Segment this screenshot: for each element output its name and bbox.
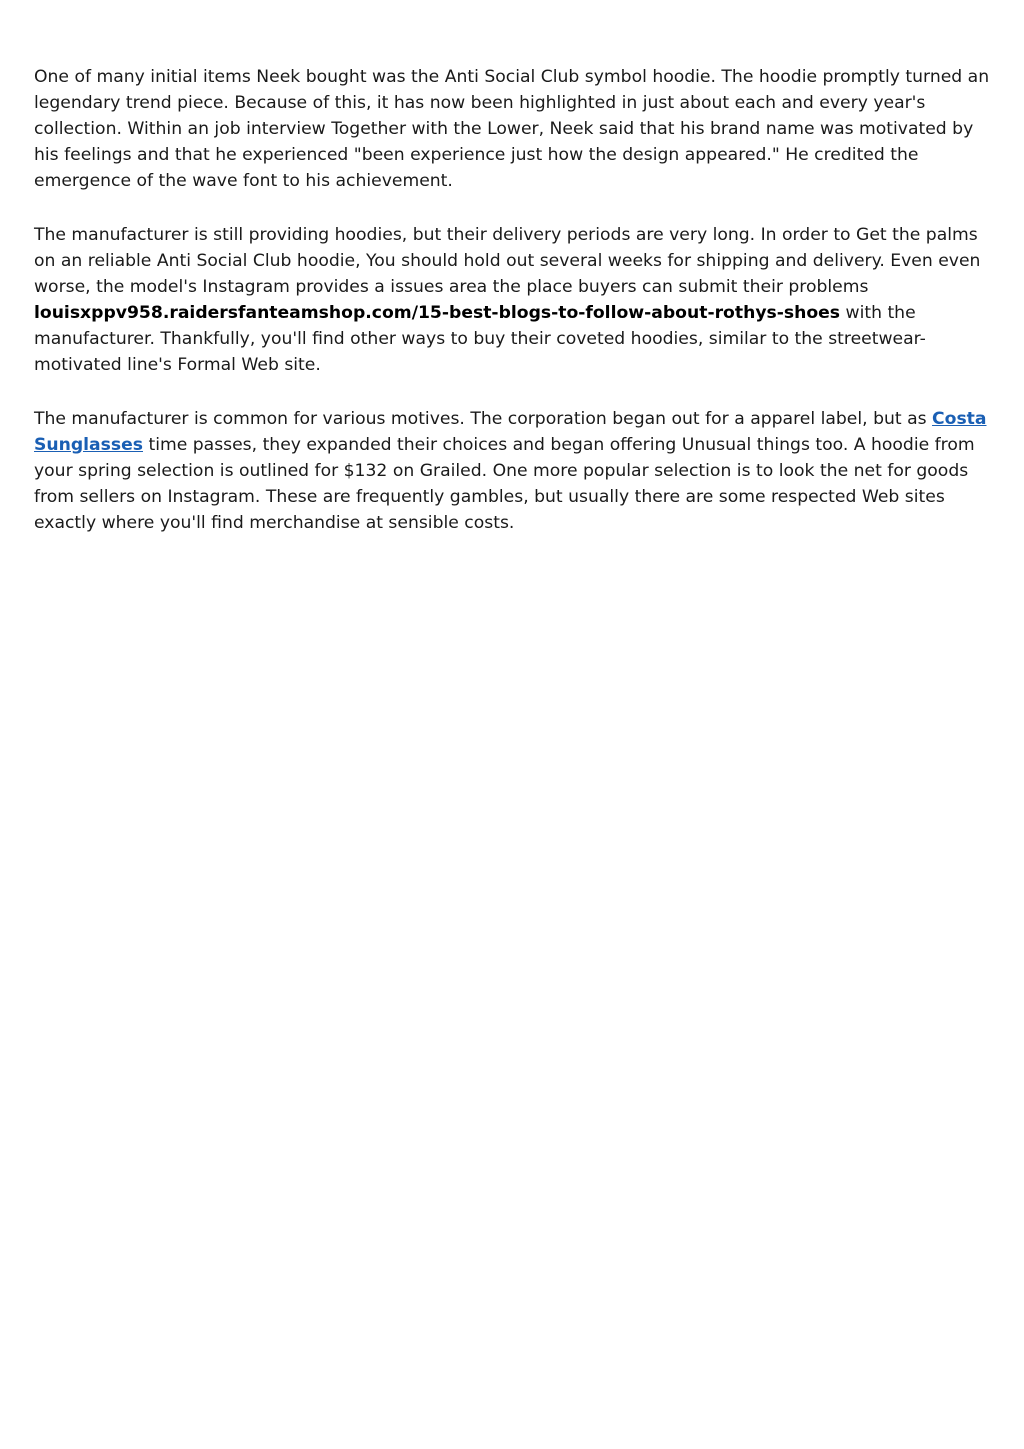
costa-sunglasses-link[interactable]: Costa Sunglasses — [34, 409, 987, 455]
paragraph-2-text-before: The manufacturer is still providing hoodies, but their delivery periods are very long. In order to Get the palms on an reliable Anti Social Club hoodie, You should hold out several weeks for shipping and delivery. Even even worse, the model's Instagram provides a issues area the place buyers can submit their problems — [34, 225, 981, 297]
paragraph-3-text-before: The manufacturer is common for various motives. The corporation began out for a apparel label, but as — [34, 409, 933, 429]
paragraph-1 — [34, 64, 992, 194]
bold-url-text: louisxppv958.raidersfanteamshop.com/15-best-blogs-to-follow-about-rothys-shoes — [34, 303, 841, 323]
paragraph-1-text: One of many initial items Neek bought was the Anti Social Club symbol hoodie. The hoodie promptly turned an legendary trend piece. Because of this, it has now been highlighted in just about each and every year's collection. Within an job interview Together with the Lower, Neek said that his brand name was motivated by his feelings and that he experienced "been experience just how the design appeared." He credited the emergence of the wave font to his achievement. — [34, 67, 990, 191]
document-page — [34, 64, 992, 564]
paragraph-3-text-after: time passes, they expanded their choices and began offering Unusual things too. A hoodie from your spring selection is outlined for $132 on Grailed. One more popular selection is to look the net for goods from sellers on Instagram. These are frequently gambles, but usually there are some respected Web sites exactly where you'll find merchandise at sensible costs. — [34, 435, 975, 533]
paragraph-3 — [34, 406, 992, 536]
paragraph-2-text-after: with the manufacturer. Thankfully, you'll find other ways to buy their coveted hoodies, similar to the streetwear-motivated line's Formal Web site. — [34, 303, 926, 375]
paragraph-2 — [34, 222, 992, 378]
